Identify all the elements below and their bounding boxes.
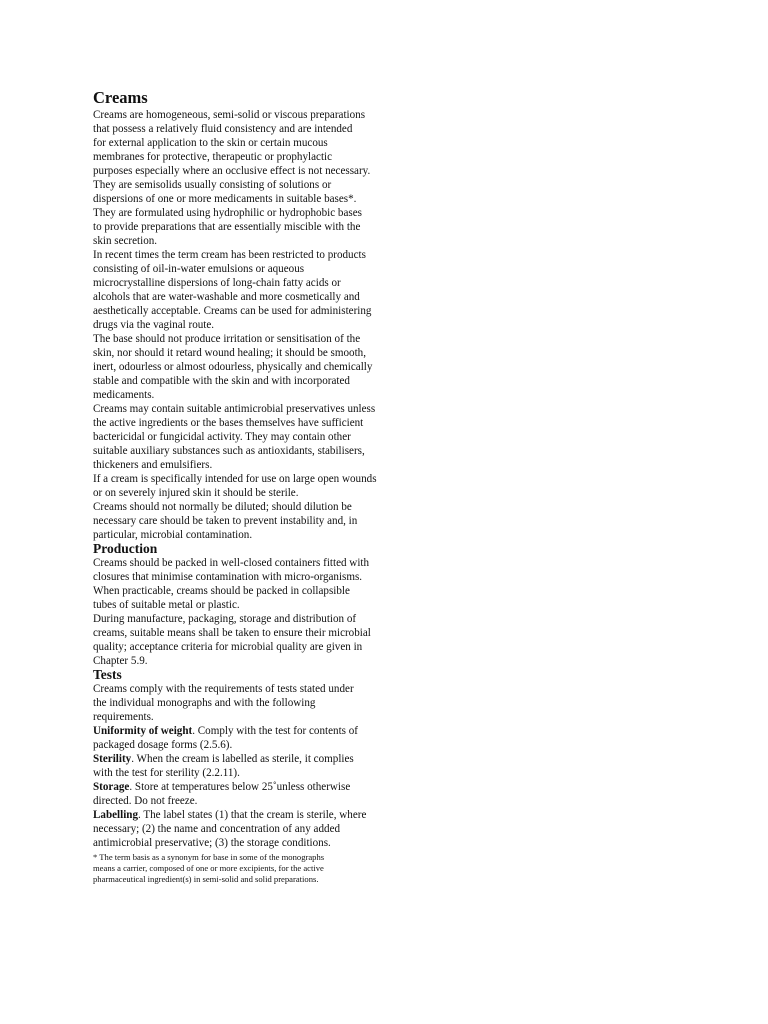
document-title: Creams	[93, 88, 148, 107]
production-heading: Production	[93, 541, 158, 556]
test-storage-term: Storage	[93, 781, 130, 793]
footnote: * The term basis as a synonym for base in some of the monographs means a carrier, composed of one or more excipients, for the active pharmaceutical ingredient(s) in semi-solid and solid preparations.	[93, 852, 325, 885]
test-labelling-term: Labelling	[93, 809, 139, 821]
test-uniformity-text: . Comply with the test for contents of packaged dosage forms (2.5.6).	[93, 725, 358, 751]
test-storage	[93, 780, 433, 808]
test-sterility	[93, 752, 433, 780]
test-storage-text: . Store at temperatures below 25˚unless otherwise directed. Do not freeze.	[93, 781, 351, 807]
tests-intro: Creams comply with the requirements of tests stated under the individual monographs and with the following requirements.	[93, 683, 354, 723]
intro-paragraph-recent-times: In recent times the term cream has been restricted to products consisting of oil-in-water emulsions or aqueous microcrystalline dispersions of long-chain fatty acids or alcohols that are water-washable and more cosmetically and aesthetically acceptable. Creams can be used for administering drugs via the vaginal route.	[93, 249, 372, 331]
production-paragraph-microbial-quality: During manufacture, packaging, storage and distribution of creams, suitable means shall be taken to ensure their microbial quality; acceptance criteria for microbial quality are given in Chapter 5.9.	[93, 613, 371, 667]
production-paragraph-tubes: When practicable, creams should be packed in collapsible tubes of suitable metal or plastic.	[93, 585, 350, 611]
intro-paragraph-sterile-wounds: If a cream is specifically intended for use on large open wounds or on severely injured skin it should be sterile.	[93, 473, 377, 499]
test-labelling	[93, 808, 433, 850]
intro-paragraph-definition: Creams are homogeneous, semi-solid or viscous preparations that possess a relatively fluid consistency and are intended for external application to the skin or certain mucous membranes for protective, therapeutic or prophylactic purposes especially where an occlusive effect is not necessary.	[93, 109, 371, 177]
production-paragraph-containers: Creams should be packed in well-closed containers fitted with closures that minimise contamination with micro-organisms.	[93, 557, 370, 583]
document-page	[93, 88, 433, 886]
test-sterility-text: . When the cream is labelled as sterile, it complies with the test for sterility (2.2.11).	[93, 753, 354, 779]
intro-paragraph-base-properties: The base should not produce irritation or sensitisation of the skin, nor should it retard wound healing; it should be smooth, inert, odourless or almost odourless, physically and chemically stable and compatible with the skin and with incorporated medicaments.	[93, 333, 373, 401]
test-uniformity-term: Uniformity of weight	[93, 725, 193, 737]
test-sterility-term: Sterility	[93, 753, 132, 765]
test-labelling-text: . The label states (1) that the cream is sterile, where necessary; (2) the name and concentration of any added antimicrobial preservative; (3) the storage conditions.	[93, 809, 367, 849]
intro-paragraph-semisolids: They are semisolids usually consisting of solutions or dispersions of one or more medicaments in suitable bases*.	[93, 179, 357, 205]
intro-paragraph-dilution: Creams should not normally be diluted; should dilution be necessary care should be taken to prevent instability and, in particular, microbial contamination.	[93, 501, 358, 541]
tests-heading: Tests	[93, 667, 122, 682]
intro-paragraph-bases: They are formulated using hydrophilic or hydrophobic bases to provide preparations that are essentially miscible with the skin secretion.	[93, 207, 362, 247]
intro-paragraph-preservatives: Creams may contain suitable antimicrobial preservatives unless the active ingredients or the bases themselves have sufficient bactericidal or fungicidal activity. They may contain other suitable auxiliary substances such as antioxidants, stabilisers, thickeners and emulsifiers.	[93, 403, 376, 471]
test-uniformity-of-weight	[93, 724, 433, 752]
